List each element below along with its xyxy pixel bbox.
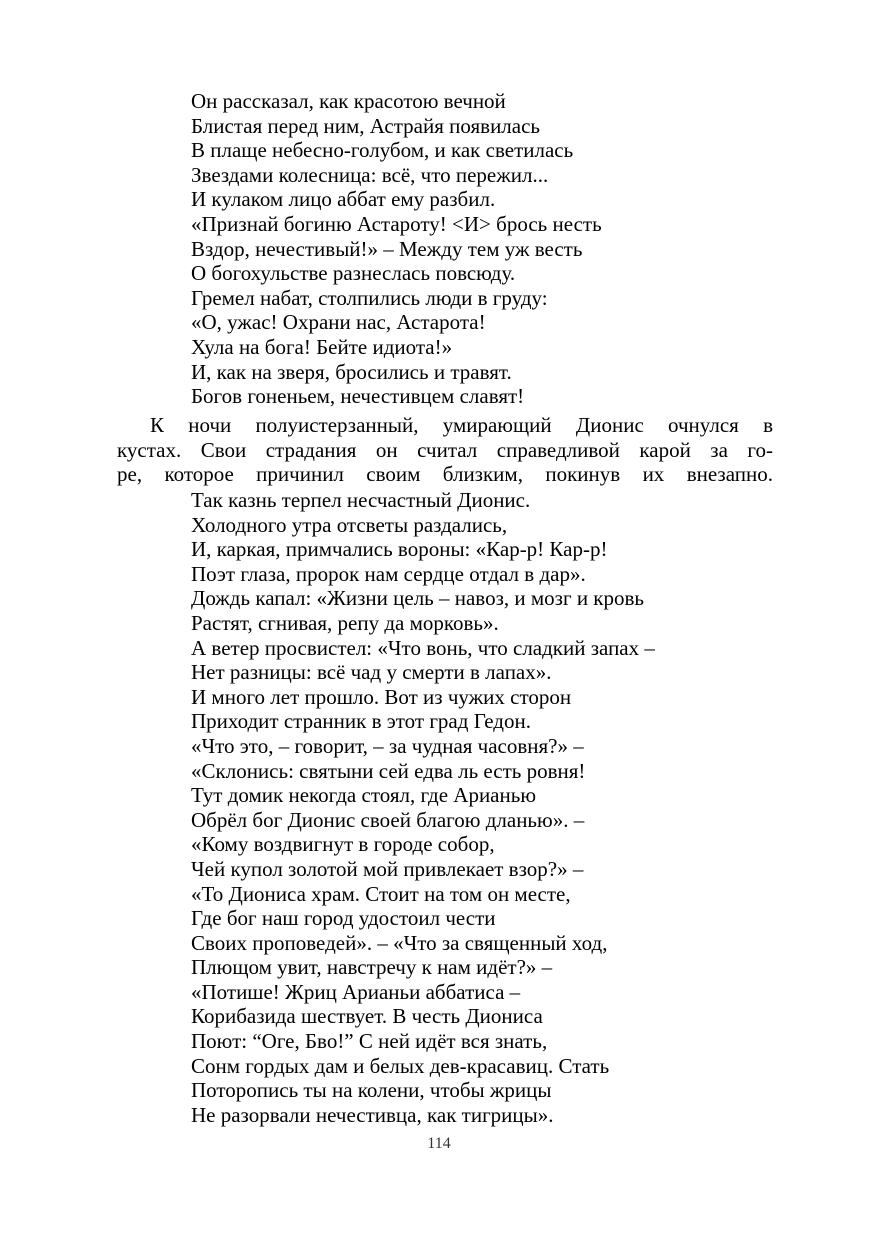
verse-line: «Склонись: святыни сей едва ль есть ровня! xyxy=(191,758,586,783)
verse-line: И, как на зверя, бросились и травят. xyxy=(191,359,512,384)
verse-line: «Что это, – говорит, – за чудная часовня?» – xyxy=(191,733,584,758)
verse-line: Поэт глаза, пророк нам сердце отдал в дар». xyxy=(191,561,586,586)
verse-line: Холодного утра отсветы раздались, xyxy=(191,512,508,537)
verse-line: «Потише! Жриц Арианьи аббатиса – xyxy=(191,979,521,1004)
verse-line: Дождь капал: «Жизни цель – навоз, и мозг и кровь xyxy=(191,586,644,611)
verse-line: Так казнь терпел несчастный Дионис. xyxy=(191,488,531,512)
verse-line: Поют: “Оге, Бво!” С ней идёт вся знать, xyxy=(191,1029,548,1054)
verse-stanza-2 xyxy=(191,488,655,1127)
verse-line: Где бог наш город удостоил чести xyxy=(191,906,496,931)
verse-line: Поторопись ты на колени, чтобы жрицы xyxy=(191,1078,552,1103)
verse-line: Звездами колесница: всё, что пережил... xyxy=(191,162,549,187)
verse-line: В плаще небесно-голубом, и как светилась xyxy=(191,138,574,163)
verse-line: Плющом увит, навстречу к нам идёт?» – xyxy=(191,955,553,980)
verse-line: Сонм гордых дам и белых дев-красавиц. Стать xyxy=(191,1053,610,1078)
prose-line: К ночи полуистерзанный, умирающий Дионис очнулся в xyxy=(150,413,773,437)
prose-paragraph xyxy=(117,413,773,487)
prose-line: кустах. Свои страдания он считал справедливой карой за го- xyxy=(117,437,773,462)
verse-line: «Признай богиню Астароту! <И> брось несть xyxy=(191,211,602,236)
verse-line: «Кому воздвигнут в городе собор, xyxy=(191,832,495,857)
verse-line: Корибазида шествует. В честь Диониса xyxy=(191,1004,543,1029)
verse-line: «То Диониса храм. Стоит на том он месте, xyxy=(191,881,571,906)
verse-line: Своих проповедей». – «Что за священный ход, xyxy=(191,930,608,955)
verse-line: А ветер просвистел: «Что вонь, что сладкий запах – xyxy=(191,635,655,660)
verse-line: И, каркая, примчались вороны: «Кар-р! Кар-р! xyxy=(191,537,608,562)
prose-line: ре, которое причинил своим близким, покинув их внезапно. xyxy=(117,462,773,487)
verse-line: Блистая перед ним, Астрайя появилась xyxy=(191,113,541,138)
verse-line: Тут домик некогда стоял, где Арианью xyxy=(191,783,537,808)
verse-line: «О, ужас! Охрани нас, Астарота! xyxy=(191,310,486,335)
verse-line: Гремел набат, столпились люди в груду: xyxy=(191,285,548,310)
verse-line: Не разорвали нечестивца, как тигрицы». xyxy=(191,1102,554,1127)
verse-line: Нет разницы: всё чад у смерти в лапах». xyxy=(191,660,552,685)
verse-line: Он рассказал, как красотою вечной xyxy=(191,89,506,113)
verse-line: Приходит странник в этот град Гедон. xyxy=(191,709,531,734)
verse-line: Растят, сгнивая, репу да морковь». xyxy=(191,610,499,635)
verse-stanza-1 xyxy=(191,89,602,409)
page-number: 114 xyxy=(427,1135,451,1152)
verse-line: Богов гоненьем, нечестивцем славят! xyxy=(191,384,525,409)
verse-line: Вздор, нечестивый!» – Между тем уж весть xyxy=(191,236,583,261)
verse-line: Обрёл бог Дионис своей благою дланью». – xyxy=(191,807,585,832)
verse-line: Хула на бога! Бейте идиота!» xyxy=(191,334,453,359)
verse-line: И много лет прошло. Вот из чужих сторон xyxy=(191,684,572,709)
verse-line: И кулаком лицо аббат ему разбил. xyxy=(191,187,496,212)
verse-line: Чей купол золотой мой привлекает взор?» – xyxy=(191,856,584,881)
verse-line: О богохульстве разнеслась повсюду. xyxy=(191,261,516,286)
